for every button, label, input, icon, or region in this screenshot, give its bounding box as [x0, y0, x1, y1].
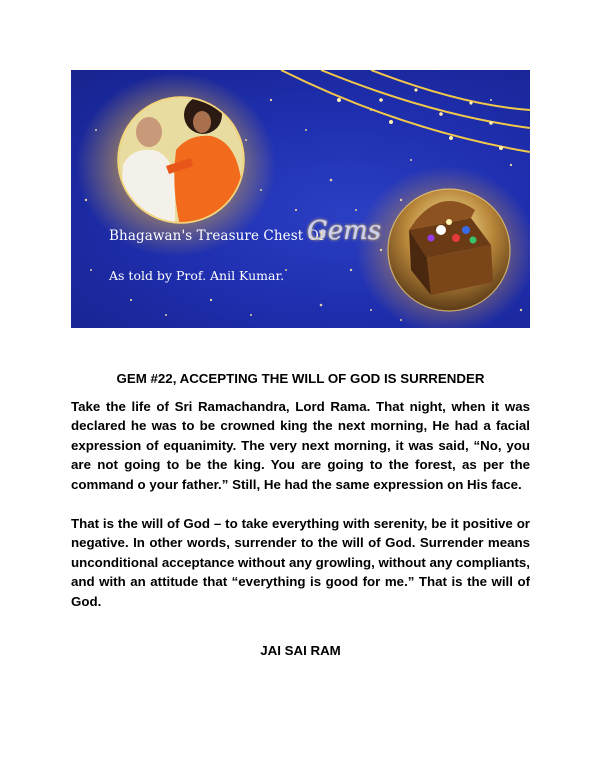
banner-subtitle: As told by Prof. Anil Kumar.	[109, 268, 285, 283]
article-paragraph-2: That is the will of God – to take everything with serenity, be it positive or negative. In other words, surrender to the will of God. Surrender means unconditional acceptance without any growling, without any compliants, and with an attitude that “everything is good for me.” That is the will of God.	[71, 516, 530, 609]
article-paragraph-1: Take the life of Sri Ramachandra, Lord Rama. That night, when it was declared he was to be crowned king the next morning, He had a facial expression of equanimity. The very next morning, it was said, “No, you are not going to be the king. You are going to the forest, as per the command o your father.” Still, He had the same expression on His face.	[71, 399, 530, 492]
closing-line: JAI SAI RAM	[260, 643, 341, 658]
banner-artwork	[71, 70, 530, 328]
banner-title: Bhagawan's Treasure Chest Of	[109, 228, 324, 244]
article-heading: GEM #22, ACCEPTING THE WILL OF GOD IS SURRENDER	[116, 371, 485, 386]
banner-gems-logo: Gems	[307, 216, 382, 246]
header-banner	[71, 70, 530, 328]
treasure-chest-medallion	[388, 189, 510, 311]
